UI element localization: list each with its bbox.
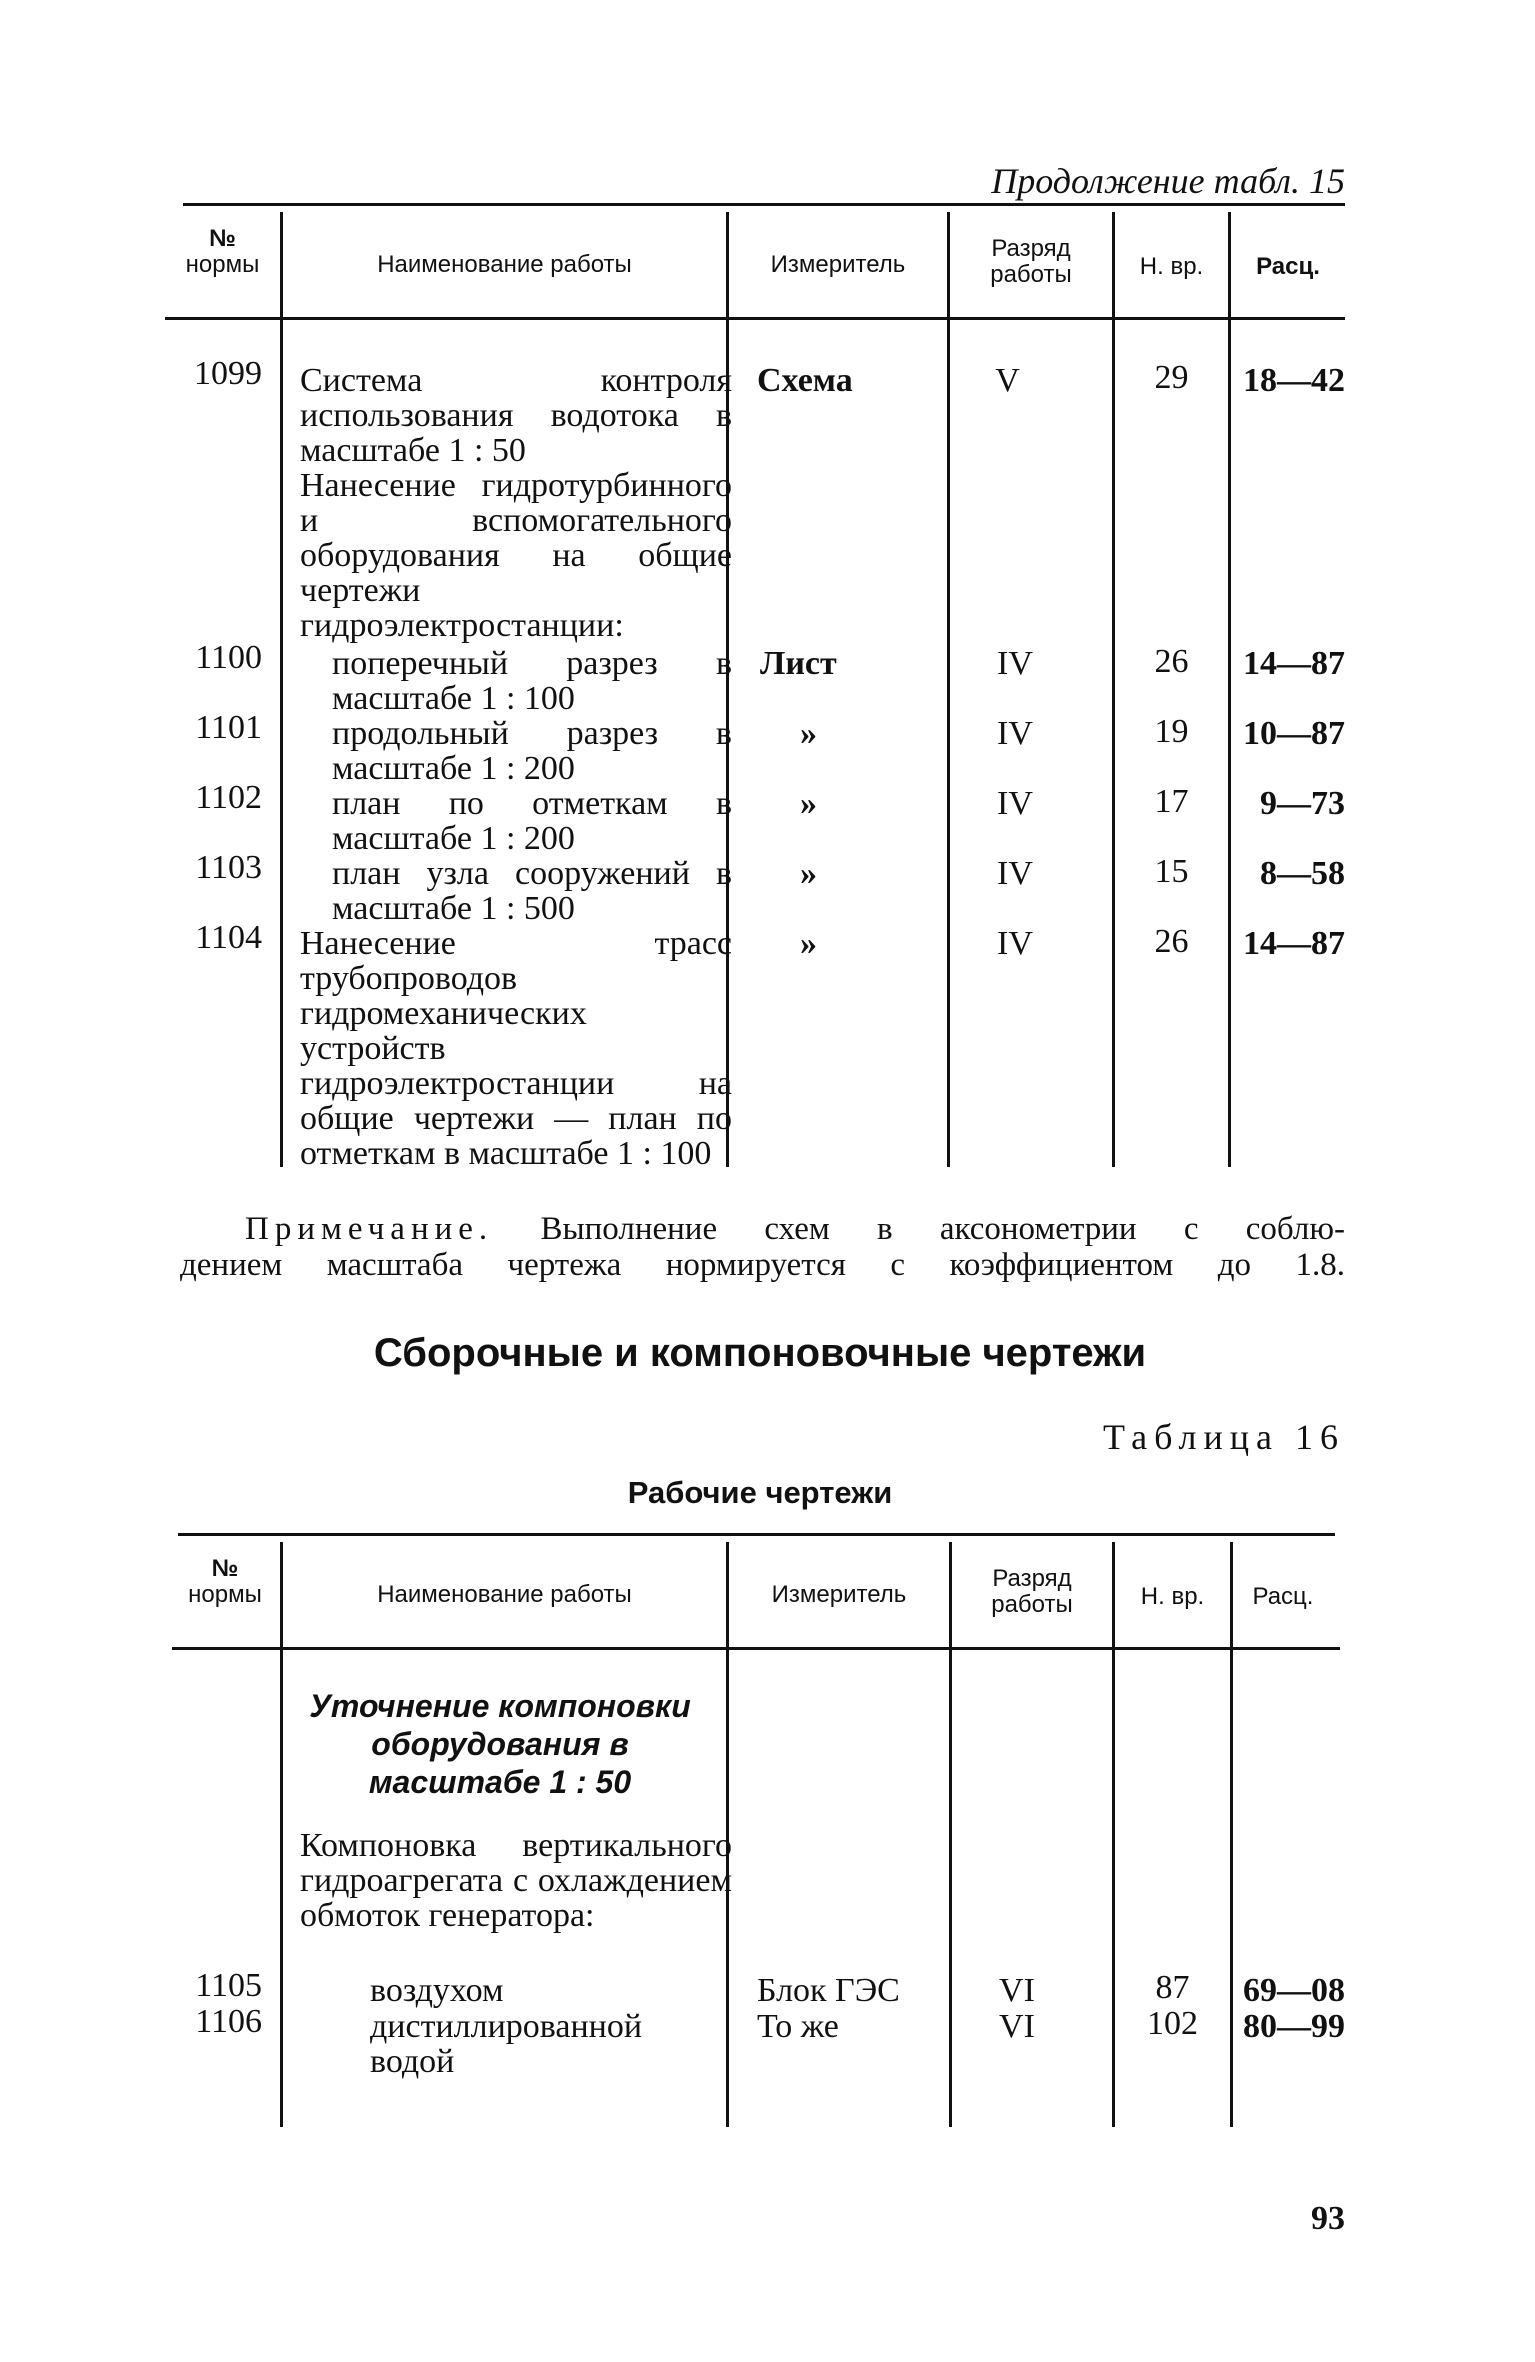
row-time: 26 [1154,643,1189,680]
row-name: план узла сооружений в масштабе 1 : 500 [332,855,732,927]
row-name: поперечный разрез в масштабе 1 : 100 [332,645,732,717]
column-divider [1112,212,1115,1167]
header-number [170,1556,280,1608]
row-unit: » [800,715,817,752]
header-bottom-rule [172,1647,1340,1650]
number-sign: № [211,1555,239,1582]
row-grade: IV [997,855,1033,892]
row-price: 80—99 [1243,2008,1345,2045]
row-number: 1106 [195,2003,262,2040]
number-sign: № [209,225,236,252]
row-number: 1104 [195,919,262,956]
header-unit: Измеритель [771,1581,907,1608]
header-unit: Измеритель [770,251,906,278]
header-time: Н. вр. [1139,253,1204,280]
row-grade: IV [997,785,1033,822]
row-unit: Лист [760,645,837,682]
number-word: нормы [188,1581,262,1608]
note-text: Выполнение схем в аксонометрии с соблю- [540,1211,1345,1247]
header-grade-line2: работы [991,1591,1073,1618]
note-line-1 [245,1212,1345,1247]
row-unit: Схема [757,362,853,399]
row-grade: IV [997,645,1033,682]
column-divider [280,212,283,1167]
row-time: 87 [1155,1969,1190,2006]
table-16-label: Таблица 16 [1103,1417,1345,1457]
row-unit: » [800,925,817,962]
column-divider [280,1542,283,2127]
page-number: 93 [1311,2200,1345,2237]
row-unit: » [800,785,817,822]
row-name: продольный разрез в масштабе 1 : 200 [332,715,732,787]
row-time: 17 [1154,783,1189,820]
row-price: 14—87 [1243,645,1345,682]
row-price: 9—73 [1260,785,1345,822]
row-number: 1101 [195,709,262,746]
row-grade: IV [997,715,1033,752]
header-grade-line1: Разряд [992,1565,1072,1592]
table-16-subtitle: Рабочие чертежи [627,1475,893,1510]
header-grade-line2: работы [990,261,1072,288]
header-price: Расц. [1256,253,1320,280]
row-name: Нанесение трасс трубопроводов гидромеханических устройств гидроэлектростанции на общие чертежи — план по отметкам в масштабе 1 : 100 [300,925,732,1172]
row-time: 15 [1154,853,1189,890]
row-grade: VI [999,2008,1035,2045]
row-name: Система контроля использования водотока в масштабе 1 : 50 [300,362,732,469]
row-number: 1105 [195,1967,262,2004]
row-grade: IV [997,925,1033,962]
header-name: Наименование работы [377,1581,632,1608]
row-time: 26 [1154,923,1189,960]
row-price: 69—08 [1243,1972,1345,2009]
row-number: 1103 [195,849,262,886]
column-divider [947,212,950,1167]
row-number: 1100 [195,639,262,676]
section-intro: Компоновка вертикального гидроагрегата с охлаждением обмоток генератора: [300,1827,732,1934]
row-price: 8—58 [1260,855,1345,892]
row-number: 1102 [195,779,262,816]
table-top-rule [183,203,1345,206]
row-unit: » [800,855,817,892]
row-number: 1099 [194,355,262,392]
row-time: 29 [1154,359,1189,396]
table-top-rule [178,1533,1335,1536]
row-time: 19 [1154,713,1189,750]
header-grade [952,1566,1112,1618]
row-unit: То же [757,2008,839,2045]
row-price: 10—87 [1243,715,1345,752]
row-price: 18—42 [1243,362,1345,399]
column-divider [1228,212,1231,1167]
header-grade-line1: Разряд [991,235,1071,262]
group-heading: Уточнение компоновки оборудования в масштабе 1 : 50 [309,1688,691,1800]
row-time: 102 [1147,2005,1198,2042]
header-price: Расц. [1252,1583,1314,1610]
header-bottom-rule [165,317,1345,320]
row-unit: Блок ГЭС [757,1972,900,2009]
row-price: 14—87 [1243,925,1345,962]
header-name: Наименование работы [377,251,632,278]
row-grade: VI [999,1972,1035,2009]
header-number [165,226,280,278]
number-word: нормы [185,251,260,278]
row-grade: V [995,362,1020,399]
row-name: дистиллированной водой [370,2008,643,2080]
section-intro: Нанесение гидротурбинного и вспомогательного оборудования на общие чертежи гидроэлектростанции: [300,467,732,644]
row-name: план по отметкам в масштабе 1 : 200 [332,785,732,857]
header-time: Н. вр. [1140,1583,1205,1610]
row-name: воздухом [370,1972,504,2009]
header-grade [950,236,1112,288]
section-title: Сборочные и компоновочные чертежи [373,1331,1147,1375]
note-label: Примечание. [245,1211,494,1247]
continuation-label: Продолжение табл. 15 [991,161,1345,201]
note-line-2: дением масштаба чертежа нормируется с коэффициентом до 1.8. [180,1247,1345,1283]
